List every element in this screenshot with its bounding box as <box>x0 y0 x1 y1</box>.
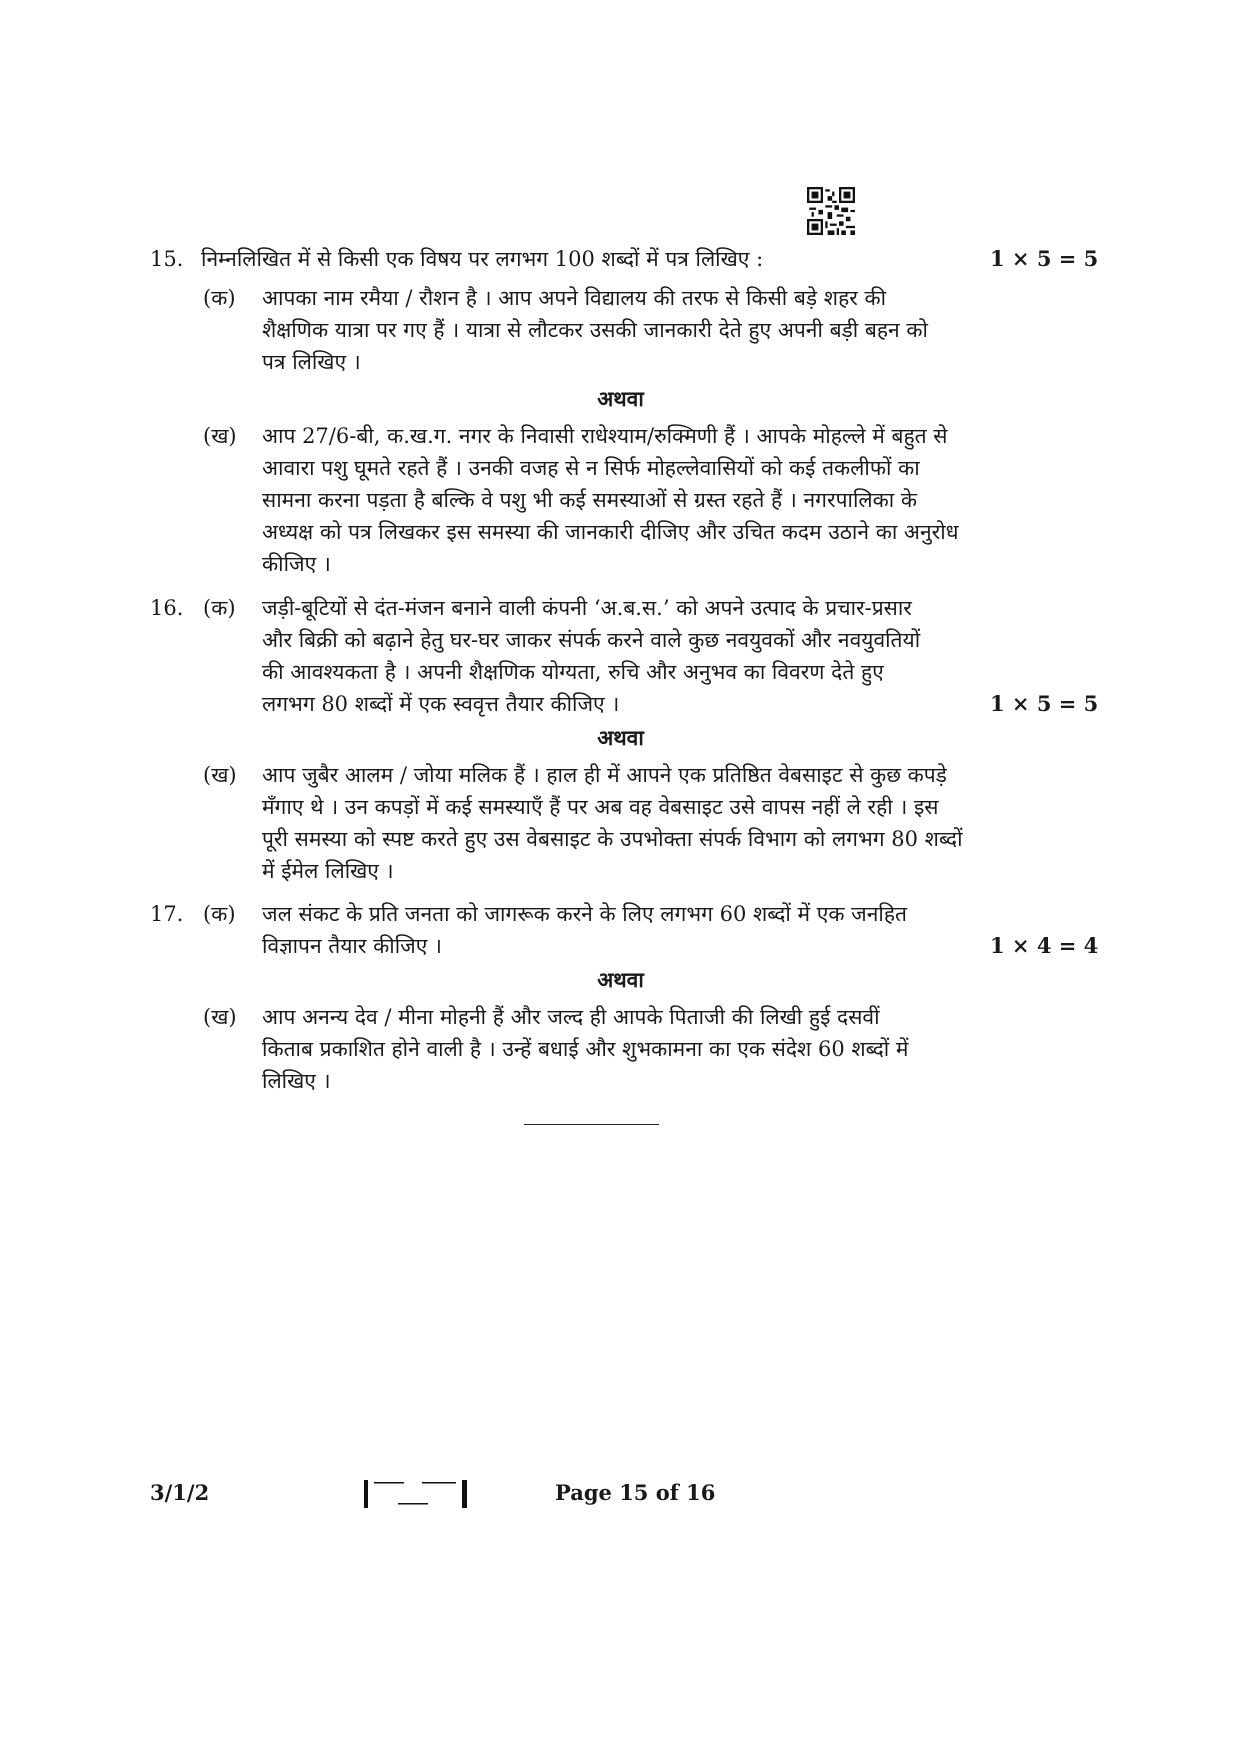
option-text-line: में ईमेल लिखिए । <box>262 859 394 883</box>
question-intro: निम्नलिखित में से किसी एक विषय पर लगभग 100 शब्दों में पत्र लिखिए : <box>201 247 764 271</box>
option-label-ka: (क) <box>203 902 236 926</box>
option-text-line: कीजिए । <box>262 552 331 576</box>
option-label-kha: (ख) <box>203 424 237 448</box>
option-text-line: लगभग 80 शब्दों में एक स्ववृत्त तैयार कीजिए । <box>262 692 620 716</box>
question-number: 15. <box>150 247 184 271</box>
option-text-line: अध्यक्ष को पत्र लिखकर इस समस्या की जानकारी दीजिए और उचित कदम उठाने का अनुरोध <box>262 520 959 544</box>
option-text-line: जड़ी-बूटियों से दंत-मंजन बनाने वाली कंपनी ‘अ.ब.स.’ को अपने उत्पाद के प्रचार-प्रसार <box>262 596 912 620</box>
end-divider <box>524 1124 659 1125</box>
option-label-kha: (ख) <box>203 1005 237 1029</box>
marks-label: 1 × 5 = 5 <box>990 691 1099 716</box>
option-text-line: शैक्षणिक यात्रा पर गए हैं । यात्रा से लौटकर उसकी जानकारी देते हुए अपनी बड़ी बहन को <box>262 318 928 342</box>
or-divider: अथवा <box>597 386 644 411</box>
option-text-line: पत्र लिखिए । <box>262 350 361 374</box>
option-text-line: आपका नाम रमैया / रौशन है । आप अपने विद्यालय की तरफ से किसी बड़े शहर की <box>262 286 887 310</box>
option-label-kha: (ख) <box>203 763 237 787</box>
or-divider: अथवा <box>597 725 644 750</box>
option-text-line: आप अनन्य देव / मीना मोहनी हैं और जल्द ही आपके पिताजी की लिखी हुई दसवीं <box>262 1005 880 1029</box>
option-text-line: मँगाए थे । उन कपड़ों में कई समस्याएँ हैं पर अब वह वेबसाइट उसे वापस नहीं ले रही । इस <box>262 795 939 819</box>
marks-label: 1 × 5 = 5 <box>990 246 1099 271</box>
paper-code: 3/1/2 <box>150 1480 210 1505</box>
option-text-line: आवारा पशु घूमते रहते हैं । उनकी वजह से न सिर्फ मोहल्लेवासियों को कई तकलीफों का <box>262 456 920 480</box>
page-number: Page 15 of 16 <box>555 1480 716 1505</box>
qr-code-icon <box>807 187 855 235</box>
option-text-line: सामना करना पड़ता है बल्कि वे पशु भी कई समस्याओं से ग्रस्त रहते हैं । नगरपालिका के <box>262 488 917 512</box>
option-text-line: विज्ञापन तैयार कीजिए । <box>262 934 442 958</box>
question-number: 17. <box>150 902 184 926</box>
or-divider: अथवा <box>597 967 644 992</box>
option-text-line: किताब प्रकाशित होने वाली है । उन्हें बधाई और शुभकामना का एक संदेश 60 शब्दों में <box>262 1037 909 1061</box>
option-text-line: आप जुबैर आलम / जोया मलिक हैं । हाल ही में आपने एक प्रतिष्ठित वेबसाइट से कुछ कपड़े <box>262 763 947 787</box>
option-label-ka: (क) <box>203 286 236 310</box>
option-text-line: और बिक्री को बढ़ाने हेतु घर-घर जाकर संपर्क करने वाले कुछ नवयुवकों और नवयुवतियों <box>262 628 921 652</box>
option-text-line: आप 27/6-बी, क.ख.ग. नगर के निवासी राधेश्याम/रुक्मिणी हैं । आपके मोहल्ले में बहुत से <box>262 424 948 448</box>
marks-label: 1 × 4 = 4 <box>990 933 1099 958</box>
option-label-ka: (क) <box>203 596 236 620</box>
option-text-line: पूरी समस्या को स्पष्ट करते हुए उस वेबसाइट के उपभोक्ता संपर्क विभाग को लगभग 80 शब्दों <box>262 827 963 851</box>
option-text-line: लिखिए । <box>262 1069 331 1093</box>
question-number: 16. <box>150 596 184 620</box>
barcode-icon <box>364 1478 468 1510</box>
option-text-line: जल संकट के प्रति जनता को जागरूक करने के लिए लगभग 60 शब्दों में एक जनहित <box>262 902 907 926</box>
option-text-line: की आवश्यकता है । अपनी शैक्षणिक योग्यता, रुचि और अनुभव का विवरण देते हुए <box>262 660 884 684</box>
